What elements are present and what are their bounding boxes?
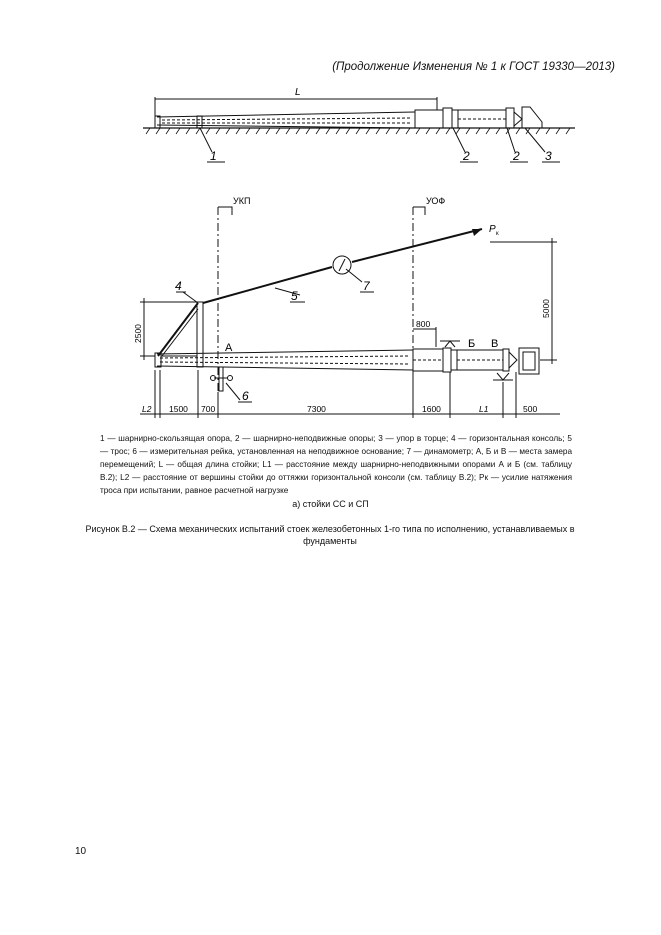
callout-2b: 2 — [513, 149, 520, 163]
dim-l1: L1 — [479, 404, 489, 414]
callout-4: 4 — [175, 279, 182, 293]
dim-700: 700 — [201, 404, 216, 414]
dim-l2: L2 — [142, 404, 152, 414]
callout-2a: 2 — [463, 149, 470, 163]
point-b-label: Б — [468, 338, 476, 350]
dim-1500: 1500 — [169, 404, 188, 414]
figure-legend: 1 — шарнирно-скользящая опора, 2 — шарнирно-неподвижные опоры; 3 — упор в торце; 4 — горизонтальная консоль; 5 — трос; 6 — измерительная рейка, установленная на неподвижное основание; 7 — динамометр; А, Б и В — места замера перемещений; L — общая длина стойки; L1 — расстояние между шарнирно-неподвижными опорами А и Б (см. таблицу В.2); L2 — расстояние от вершины стойки до оттяжки горизонтальной консоли (см. таблицу В.2); Pк — усилие натяжения троса при испытании, равное расчетной нагрузке — [100, 434, 572, 495]
uof-label: УОФ — [426, 196, 446, 206]
continuation-header: (Продолжение Изменения № 1 к ГОСТ 19330—2013) — [332, 61, 615, 73]
force-label: P — [489, 224, 496, 235]
point-a-label: А — [225, 342, 233, 354]
dim-5000: 5000 — [541, 299, 551, 318]
dim-7300: 7300 — [307, 404, 326, 414]
top-diagram — [0, 80, 661, 170]
figure-caption: Рисунок В.2 — Схема механических испытаний стоек железобетонных 1-го типа по исполнению, устанавливаемых в фундаменты — [85, 524, 575, 546]
callout-5: 5 — [291, 289, 298, 303]
callout-6: 6 — [242, 389, 249, 403]
ukp-label: УКП — [233, 196, 251, 206]
length-label: L — [295, 87, 301, 98]
dim-2500: 2500 — [133, 324, 143, 343]
dim-800: 800 — [416, 319, 431, 329]
callout-1: 1 — [210, 149, 217, 163]
force-sub: к — [496, 231, 499, 237]
point-v-label: В — [491, 338, 499, 350]
page-number: 10 — [75, 846, 87, 857]
dim-1600: 1600 — [422, 404, 441, 414]
dim-500: 500 — [523, 404, 538, 414]
callout-3: 3 — [545, 149, 552, 163]
figure-subcaption: а) стойки СС и СП — [292, 499, 369, 509]
callout-7: 7 — [363, 279, 370, 293]
main-diagram — [0, 180, 661, 420]
